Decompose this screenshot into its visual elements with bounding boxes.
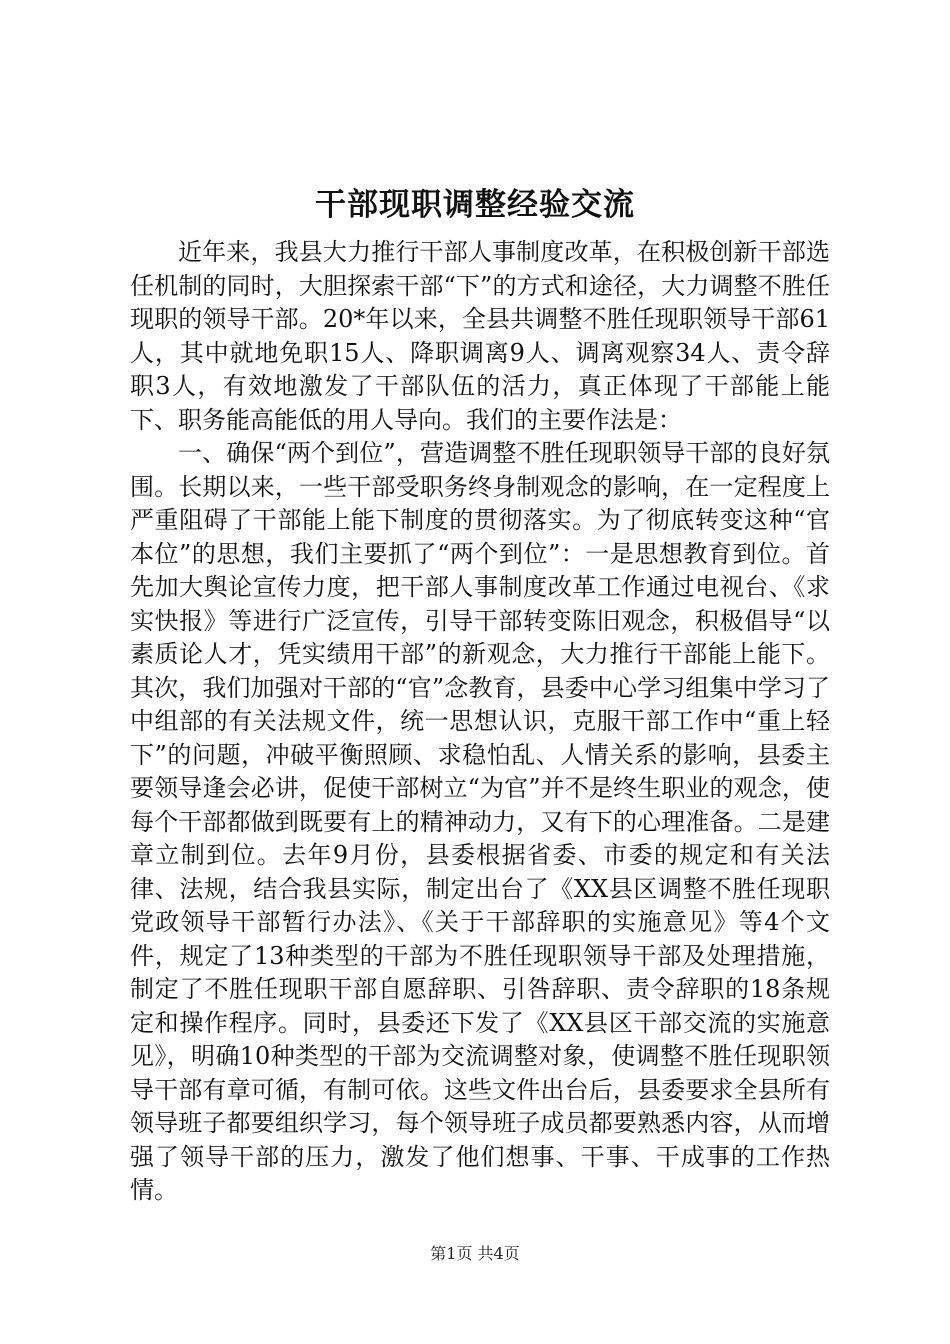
page-number: 第1页 共4页	[430, 1244, 520, 1263]
document-body	[130, 236, 830, 1208]
paragraph-intro: 近年来，我县大力推行干部人事制度改革，在积极创新干部选任机制的同时，大胆探索干部“下”的方式和途径，大力调整不胜任现职的领导干部。20*年以来，全县共调整不胜任现职领导干部61人，其中就地免职15人、降职调离9人、调离观察34人、责令辞职3人，有效地激发了干部队伍的活力，真正体现了干部能上能下、职务能高能低的用人导向。我们的主要作法是：	[130, 238, 830, 434]
paragraph-section-one: 一、确保“两个到位”，营造调整不胜任现职领导干部的良好氛围。长期以来，一些干部受职务终身制观念的影响，在一定程度上严重阻碍了干部能上能下制度的贯彻落实。为了彻底转变这种“官本位”的思想，我们主要抓了“两个到位”：一是思想教育到位。首先加大舆论宣传力度，把干部人事制度改革工作通过电视台、《求实快报》等进行广泛宣传，引导干部转变陈旧观念，积极倡导“以素质论人才，凭实绩用干部”的新观念，大力推行干部能上能下。其次，我们加强对干部的“官”念教育，县委中心学习组集中学习了中组部的有关法规文件，统一思想认识，克服干部工作中“重上轻下”的问题，冲破平衡照顾、求稳怕乱、人情关系的影响，县委主要领导逢会必讲，促使干部树立“为官”并不是终生职业的观念，使每个干部都做到既要有上的精神动力，又有下的心理准备。二是建章立制到位。去年9月份，县委根据省委、市委的规定和有关法律、法规，结合我县实际，制定出台了《XX县区调整不胜任现职党政领导干部暂行办法》、《关于干部辞职的实施意见》等4个文件，规定了13种类型的干部为不胜任现职领导干部及处理措施，制定了不胜任现职干部自愿辞职、引咎辞职、责令辞职的18条规定和操作程序。同时，县委还下发了《XX县区干部交流的实施意见》，明确10种类型的干部为交流调整对象，使调整不胜任现职领导干部有章可循，有制可依。这些文件出台后，县委要求全县所有领导班子都要组织学习，每个领导班子成员都要熟悉内容，从而增强了领导干部的压力，激发了他们想事、干事、干成事的工作热情。	[130, 439, 830, 1204]
document-title: 干部现职调整经验交流	[315, 187, 635, 223]
